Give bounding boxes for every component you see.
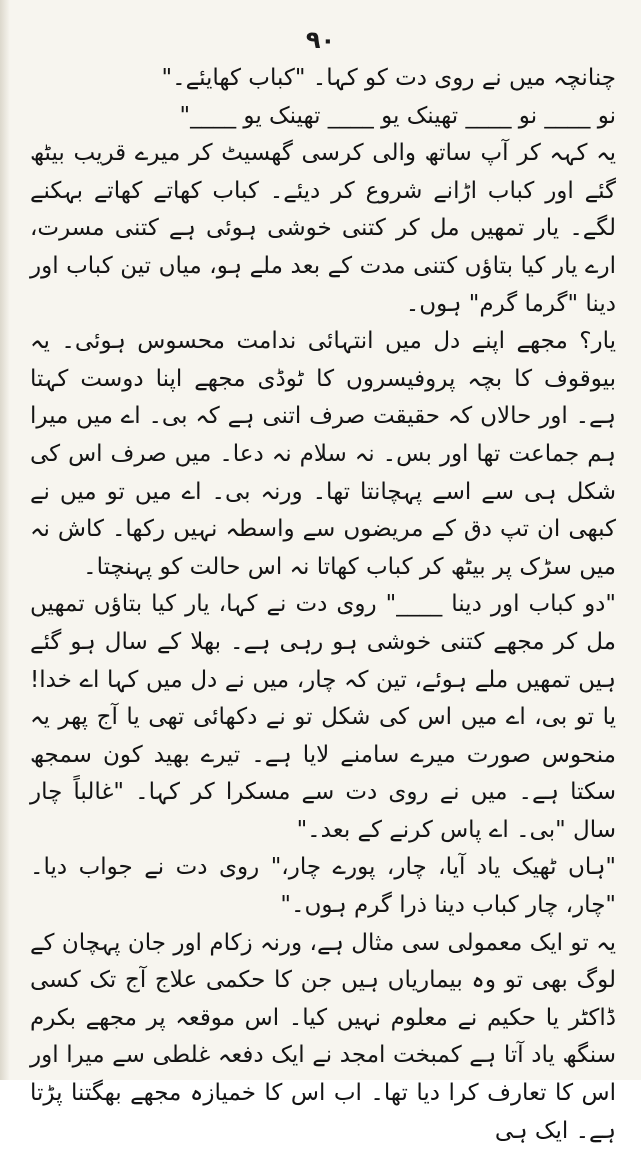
paragraph: نو ____ نو ____ تھینک یو ____ تھینک یو ____"	[179, 102, 616, 129]
page-number: ۹۰	[305, 26, 336, 54]
page-body-text	[30, 60, 616, 1144]
paragraph: یار؟ مجھے اپنے دل میں انتہائی ندامت محسوس ہوئی۔ یہ بیوقوف کا بچہ پروفیسروں کا ٹوڈی مجھے اپنا دوست کہتا ہے۔ اور حالاں کہ حقیقت صرف اتنی ہے کہ بی۔ اے میں میرا ہم جماعت تھا اور بس۔ نہ سلام نہ دعا۔ میں صرف اس کی شکل ہی سے اسے پہچانتا تھا۔ ورنہ بی۔ اے میں تو میں نے کبھی ان تپ دق کے مریضوں سے واسطہ نہیں رکھا۔ کاش نہ میں سڑک پر بیٹھ کر کباب کھاتا نہ اس حالت کو پہنچتا۔	[30, 328, 616, 580]
paragraph: "ہاں ٹھیک یاد آیا، چار، پورے چار،" روی دت نے جواب دیا۔ "چار، چار کباب دینا ذرا گرم ہوں۔"	[30, 854, 616, 919]
paragraph: یہ تو ایک معمولی سی مثال ہے، ورنہ زکام اور جان پہچان کے لوگ بھی تو وہ بیماریاں ہیں جن کا حکمی علاج آج تک کسی ڈاکٹر یا حکیم نے معلوم نہیں کیا۔ اس موقعہ پر مجھے بکرم سنگھ یاد آتا ہے کمبخت امجد نے ایک دفعہ غلطی سے میرا اور اس کا تعارف کرا دیا تھا۔ اب اس کا خمیازہ مجھے بھگتنا پڑتا ہے۔ ایک ہی	[30, 929, 616, 1144]
paragraph: چنانچہ میں نے روی دت کو کہا۔ "کباب کھایئے۔"	[161, 65, 616, 91]
paragraph: "دو کباب اور دینا ____" روی دت نے کہا، یار کیا بتاؤں تمھیں مل کر مجھے کتنی خوشی ہو رہی ہے۔ بھلا کے سال ہو گئے ہیں تمھیں ملے ہوئے، تین کہ چار، میں نے دل میں کہا اے خدا! یا تو بی، اے میں اس کی شکل تو نے دکھائی تھی یا آج پھر یہ منحوس صورت میرے سامنے لایا ہے۔ تیرے بھید کون سمجھ سکتا ہے۔ میں نے روی دت سے مسکرا کر کہا۔ "غالباً چار سال "بی۔ اے پاس کرنے کے بعد۔"	[30, 591, 616, 843]
paragraph: یہ کہہ کر آپ ساتھ والی کرسی گھسیٹ کر میرے قریب بیٹھ گئے اور کباب اڑانے شروع کر دیئے۔ کباب کھاتے کھاتے بہکنے لگے۔ یار تمھیں مل کر کتنی خوشی ہوئی ہے کتنی مسرت، ارے یار کیا بتاؤں کتنی مدت کے بعد ملے ہو، میاں تین کباب اور دینا "گرما گرم" ہوں۔	[30, 140, 616, 317]
